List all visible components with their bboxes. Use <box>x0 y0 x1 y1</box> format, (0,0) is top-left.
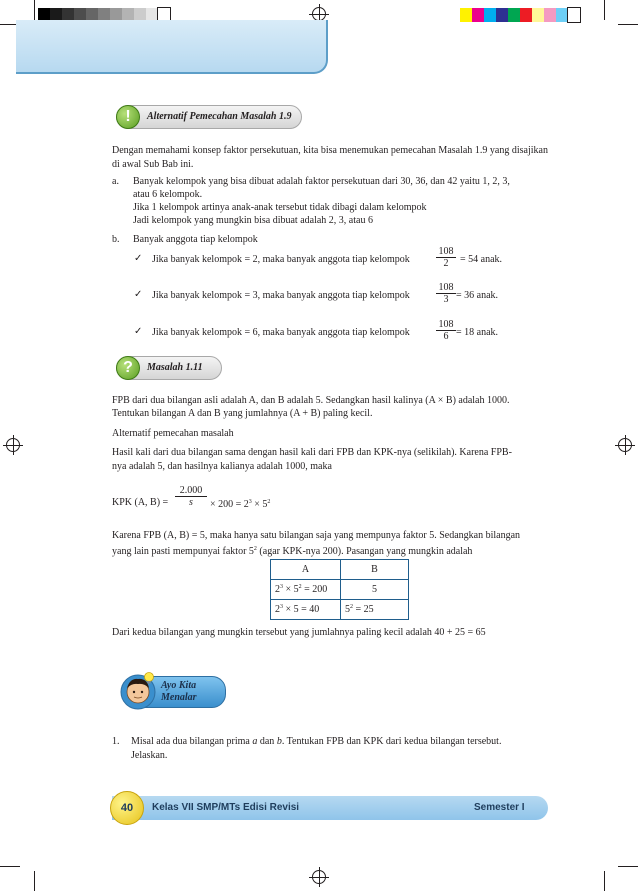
kpk-lhs: KPK (A, B) = <box>112 497 169 508</box>
table-cell-a: $2^3 \times 5^2 = 200$ <box>271 580 341 600</box>
part-b-item-2-text: Jika banyak kelompok = 3, maka banyak anggota tiap kelompok <box>152 290 410 301</box>
part-a-line-3: Jika 1 kelompok artinya anak-anak tersebut tidak dibagi dalam kelompok <box>133 202 427 213</box>
calibration-swatch <box>496 8 508 22</box>
problem-label-text: Masalah 1.11 <box>147 362 203 373</box>
kpk-fraction <box>175 485 207 508</box>
table-cell-b: $5^2 = 25$ <box>341 600 409 620</box>
part-b-marker: b. <box>112 234 120 245</box>
fraction-3 <box>436 319 456 342</box>
exercise-marker: 1. <box>112 736 120 747</box>
fraction-3-denominator: 6 <box>443 331 449 342</box>
pairs-table <box>270 559 409 620</box>
footer-semester: Semester I <box>474 802 525 813</box>
table-row <box>271 580 409 600</box>
table-cell-a: $2^3 \times 5 = 40$ <box>271 600 341 620</box>
registration-mark <box>312 870 326 884</box>
fraction-1-numerator: 108 <box>436 246 456 258</box>
checkmark-icon: ✓ <box>134 253 143 264</box>
fraction-3-numerator: 108 <box>436 319 456 331</box>
crop-mark <box>604 871 605 891</box>
calibration-swatch <box>520 8 532 22</box>
page-number: 40 <box>110 791 144 825</box>
exclamation-icon: ! <box>116 105 140 129</box>
calibration-swatch <box>556 8 568 22</box>
registration-mark <box>312 7 326 21</box>
header-band <box>16 20 328 74</box>
part-b-title: Banyak anggota tiap kelompok <box>133 234 258 245</box>
kpk-rhs: × $200 = 2^3 \times 5^2$ <box>210 499 271 510</box>
color-calibration-strip <box>460 8 580 22</box>
exercise-line-2: Jelaskan. <box>131 750 168 761</box>
calibration-swatch <box>508 8 520 22</box>
crop-mark <box>618 24 638 25</box>
part-b-item-1-result: = 54 anak. <box>460 254 503 265</box>
intro-paragraph: Dengan memahami konsep faktor persekutuan, kita bisa menemukan pemecahan Masalah 1.9 yang disajikan di awal Sub Bab ini. <box>112 145 548 170</box>
alternative-heading: Alternatif pemecahan masalah <box>112 428 234 439</box>
question-icon: ? <box>116 356 140 380</box>
part-b-item-3-result: = 18 anak. <box>456 327 499 338</box>
fraction-2-denominator: 3 <box>443 294 449 305</box>
fraction-1-denominator: 2 <box>443 258 449 269</box>
crop-mark <box>604 0 605 20</box>
crop-mark <box>34 871 35 891</box>
footer-book-title: Kelas VII SMP/MTs Edisi Revisi <box>152 802 300 813</box>
part-a-line-1: Banyak kelompok yang bisa dibuat adalah faktor persekutuan dari 30, 36, dan 42 yaitu 1, 2, 3, <box>133 176 510 187</box>
calibration-swatch <box>532 8 544 22</box>
explanation-line-2: nya adalah 5, dan hasilnya kalianya adalah 1000, maka <box>112 461 332 472</box>
crop-mark <box>618 866 638 867</box>
table-header-b: B <box>341 560 409 580</box>
exercise-line-1: Misal ada dua bilangan prima a dan b. Tentukan FPB dan KPK dari kedua bilangan tersebut. <box>131 736 502 747</box>
explanation-line-1: Hasil kali dari dua bilangan sama dengan hasil kali dari FPB dan KPK-nya (selikilah). Karena FPB- <box>112 447 512 458</box>
checkmark-icon: ✓ <box>134 326 143 337</box>
table-header-a: A <box>271 560 341 580</box>
part-b-item-2-result: = 36 anak. <box>456 290 499 301</box>
solution-label-text: Alternatif Pemecahan Masalah 1.9 <box>147 111 292 122</box>
kpk-denominator: s <box>189 497 193 508</box>
kpk-numerator: 2.000 <box>175 485 207 497</box>
registration-mark <box>618 438 632 452</box>
table-header-row <box>271 560 409 580</box>
solution-label <box>116 105 302 129</box>
problem-line-2: Tentukan bilangan A dan B yang jumlahnya (A + B) paling kecil. <box>112 408 373 419</box>
fraction-2-numerator: 108 <box>436 282 456 294</box>
reason-line-1: Karena FPB (A, B) = 5, maka hanya satu bilangan saja yang mempunya faktor 5. Sedangkan bilangan <box>112 530 521 541</box>
reason-line-2: yang lain pasti mempunyai faktor $5^2$ (agar KPK-nya 200). Pasangan yang mungkin adalah <box>112 546 473 557</box>
calibration-swatch <box>568 8 580 22</box>
part-a-marker: a. <box>112 176 119 187</box>
problem-line-1: FPB dari dua bilangan asli adalah A, dan B adalah 5. Sedangkan hasil kalinya (A × B) adalah 1000. <box>112 395 510 406</box>
calibration-swatch <box>484 8 496 22</box>
calibration-swatch <box>472 8 484 22</box>
fraction-2 <box>436 282 456 305</box>
crop-mark <box>34 0 35 20</box>
part-b-item-1-text: Jika banyak kelompok = 2, maka banyak anggota tiap kelompok <box>152 254 410 265</box>
part-a-line-2: atau 6 kelompok. <box>133 189 203 200</box>
crop-mark <box>0 866 20 867</box>
part-b-item-3-text: Jika banyak kelompok = 6, maka banyak anggota tiap kelompok <box>152 327 410 338</box>
conclusion: Dari kedua bilangan yang mungkin tersebut yang jumlahnya paling kecil adalah 40 + 25 = 65 <box>112 627 486 638</box>
checkmark-icon: ✓ <box>134 289 143 300</box>
ayo-line-2: Menalar <box>161 692 197 703</box>
ayo-line-1: Ayo Kita <box>161 680 197 691</box>
table-cell-b: 5 <box>341 580 409 600</box>
calibration-swatch <box>460 8 472 22</box>
thinking-student-icon <box>118 668 158 712</box>
table-row <box>271 600 409 620</box>
part-a-line-4: Jadi kelompok yang mungkin bisa dibuat adalah 2, 3, atau 6 <box>133 215 373 226</box>
registration-mark <box>6 438 20 452</box>
fraction-1 <box>436 246 456 269</box>
calibration-swatch <box>544 8 556 22</box>
